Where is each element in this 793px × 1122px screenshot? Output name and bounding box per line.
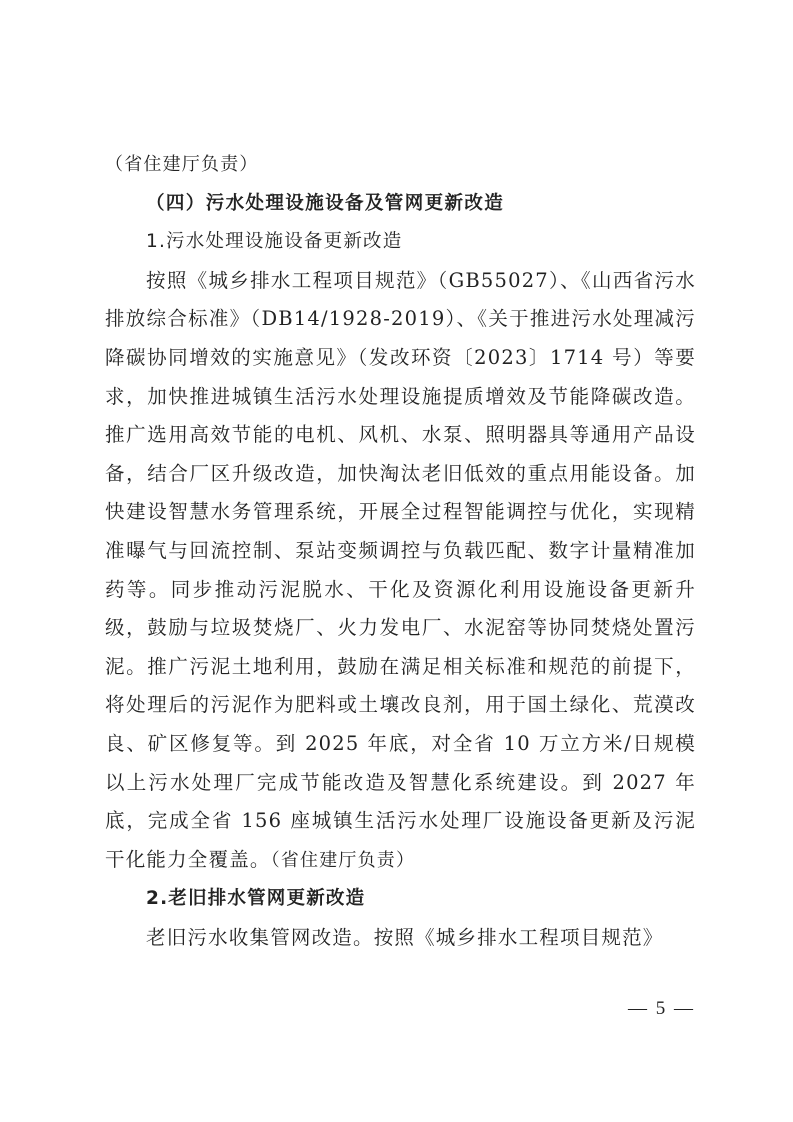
responsible-note: （省住建厅负责） bbox=[105, 154, 259, 175]
subsection-1-body bbox=[105, 262, 696, 881]
responsible-note: （省住建厅负责） bbox=[270, 849, 416, 871]
subsection-heading-1: 1.污水处理设施设备更新改造 bbox=[146, 231, 403, 253]
subsection-2-body: 老旧污水收集管网改造。按照《城乡排水工程项目规范》 bbox=[146, 925, 664, 949]
page-number: — 5 — bbox=[628, 998, 695, 1019]
document-page bbox=[105, 146, 696, 957]
section-heading: （四）污水处理设施设备及管网更新改造 bbox=[146, 192, 505, 214]
subsection-heading-2: 2.老旧排水管网更新改造 bbox=[146, 888, 366, 910]
body-text: 按照《城乡排水工程项目规范》（GB55027）、《山西省污水排放综合标准》（DB14/1928-2019）、《关于推进污水处理减污降碳协同增效的实施意见》（发改环资〔2023〕1714 号）等要求，加快推进城镇生活污水处理设施提质增效及节能降碳改造。推广选用高效节能的电机、风机、水泵、照明器具等通用产品设备，结合厂区升级改造，加快淘汰老旧低效的重点用能设备。加快建设智慧水务管理系统，开展全过程智能调控与优化，实现精准曝气与回流控制、泵站变频调控与负载匹配、数字计量精准加药等。同步推动污泥脱水、干化及资源化利用设施设备更新升级，鼓励与垃圾焚烧厂、火力发电厂、水泥窑等协同焚烧处置污泥。推广污泥土地利用，鼓励在满足相关标准和规范的前提下，将处理后的污泥作为肥料或土壤改良剂，用于国土绿化、荒漠改良、矿区修复等。到 2025 年底，对全省 10 万立方米/日规模以上污水处理厂完成节能改造及智慧化系统建设。到 2027 年底，完成全省 156 座城镇生活污水处理厂设施设备更新及污泥干化能力全覆盖。 bbox=[105, 268, 696, 871]
